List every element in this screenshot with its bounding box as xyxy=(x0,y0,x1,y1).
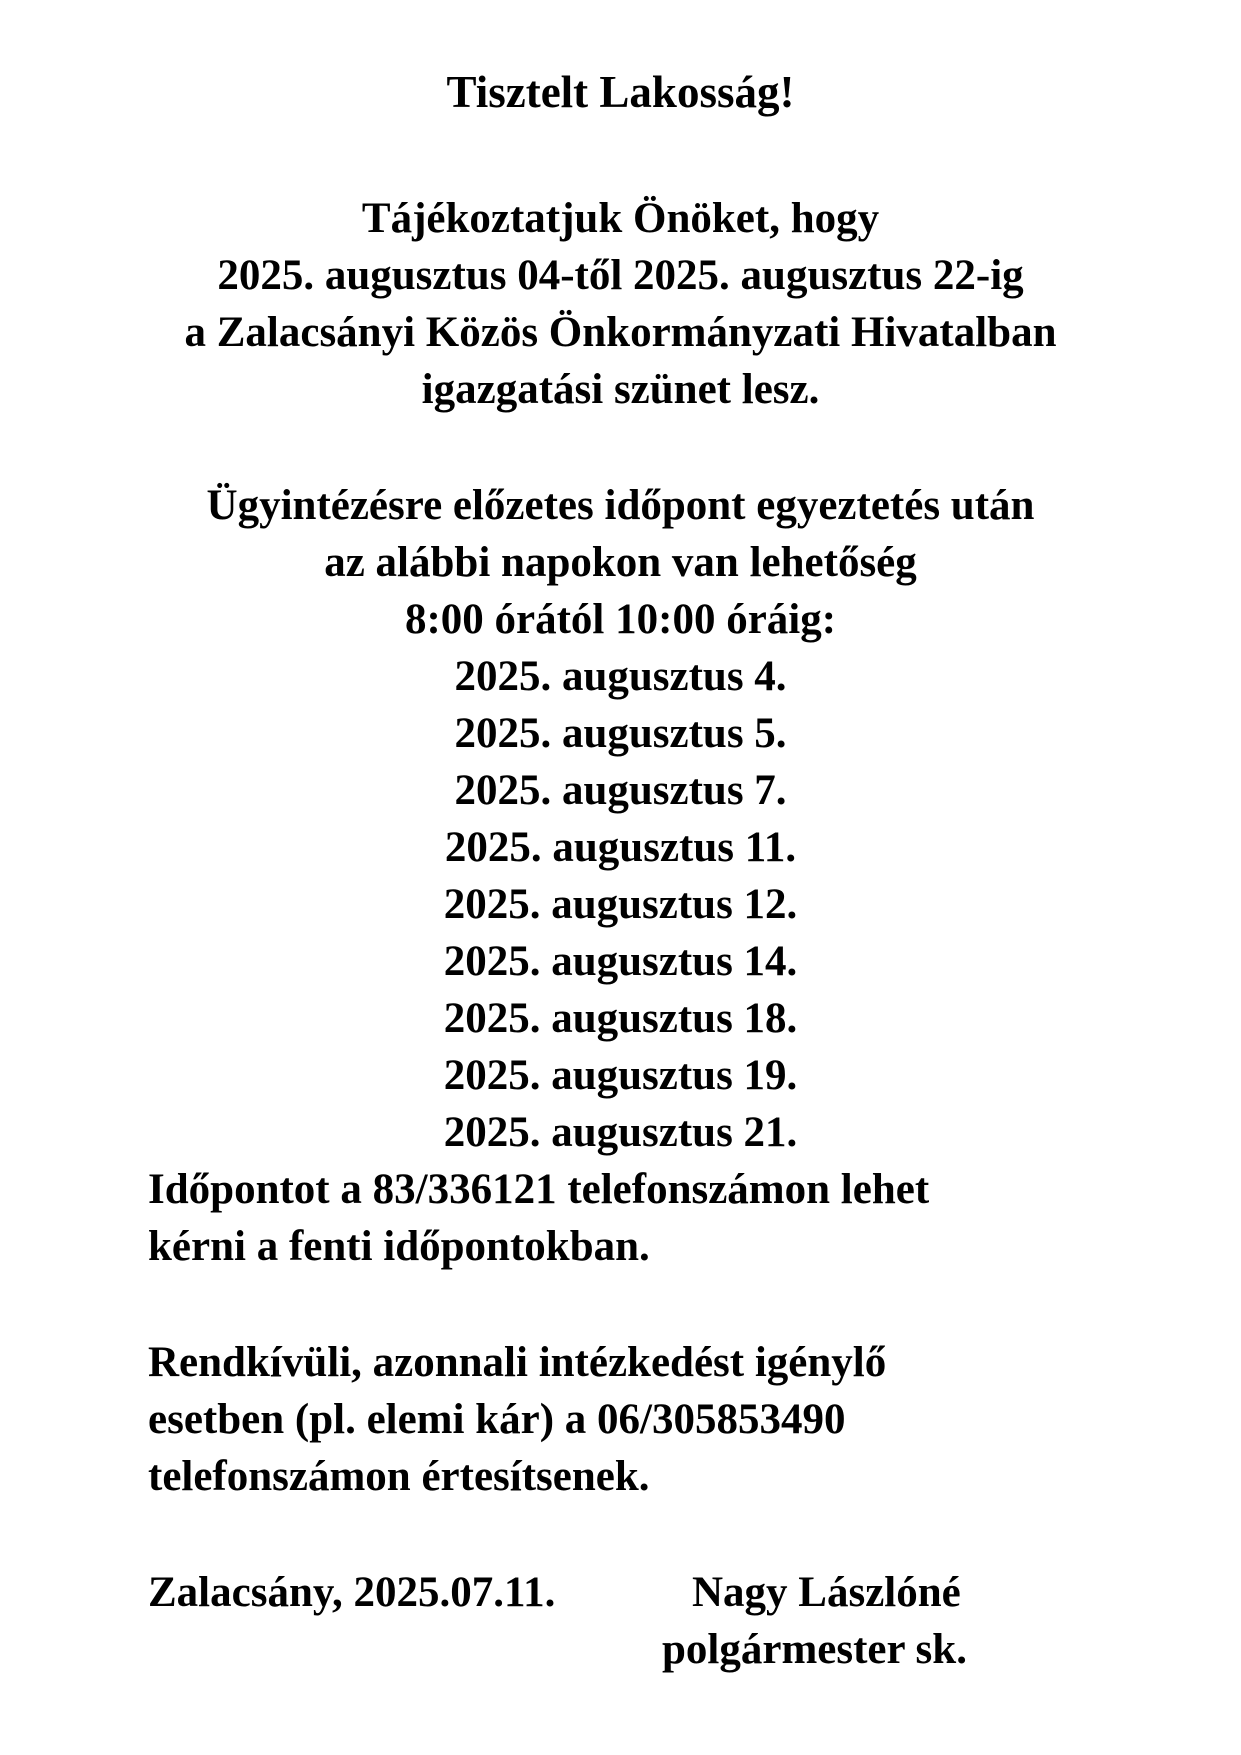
signatory-title: polgármester sk. xyxy=(662,1626,967,1673)
intro-line: 2025. augusztus 04-től 2025. augusztus 22-ig xyxy=(217,252,1024,299)
intro-line: a Zalacsányi Közös Önkormányzati Hivatalban xyxy=(184,309,1057,356)
date-item: 2025. augusztus 7. xyxy=(454,767,787,814)
phone-info-line: Időpontot a 83/336121 telefonszámon lehet xyxy=(148,1166,930,1213)
date-item: 2025. augusztus 4. xyxy=(454,653,787,700)
emergency-line: esetben (pl. elemi kár) a 06/305853490 xyxy=(148,1396,846,1443)
date-item: 2025. augusztus 19. xyxy=(443,1052,798,1099)
greeting-heading: Tisztelt Lakosság! xyxy=(446,67,795,117)
phone-info-line: kérni a fenti időpontokban. xyxy=(148,1223,650,1270)
date-item: 2025. augusztus 21. xyxy=(443,1109,798,1156)
date-item: 2025. augusztus 18. xyxy=(443,995,798,1042)
emergency-line: Rendkívüli, azonnali intézkedést igénylő xyxy=(148,1339,887,1386)
date-item: 2025. augusztus 12. xyxy=(443,881,798,928)
signatory-name: Nagy Lászlóné xyxy=(692,1569,961,1616)
emergency-line: telefonszámon értesítsenek. xyxy=(148,1453,650,1500)
appointment-line: az alábbi napokon van lehetőség xyxy=(324,539,917,586)
date-item: 2025. augusztus 5. xyxy=(454,710,787,757)
date-item: 2025. augusztus 14. xyxy=(443,938,798,985)
intro-line: Tájékoztatjuk Önöket, hogy xyxy=(361,195,880,242)
appointment-hours: 8:00 órától 10:00 óráig: xyxy=(404,596,837,643)
intro-line: igazgatási szünet lesz. xyxy=(421,366,820,413)
date-item: 2025. augusztus 11. xyxy=(444,824,797,871)
appointment-line: Ügyintézésre előzetes időpont egyeztetés után xyxy=(206,482,1035,529)
place-date: Zalacsány, 2025.07.11. xyxy=(148,1569,556,1616)
